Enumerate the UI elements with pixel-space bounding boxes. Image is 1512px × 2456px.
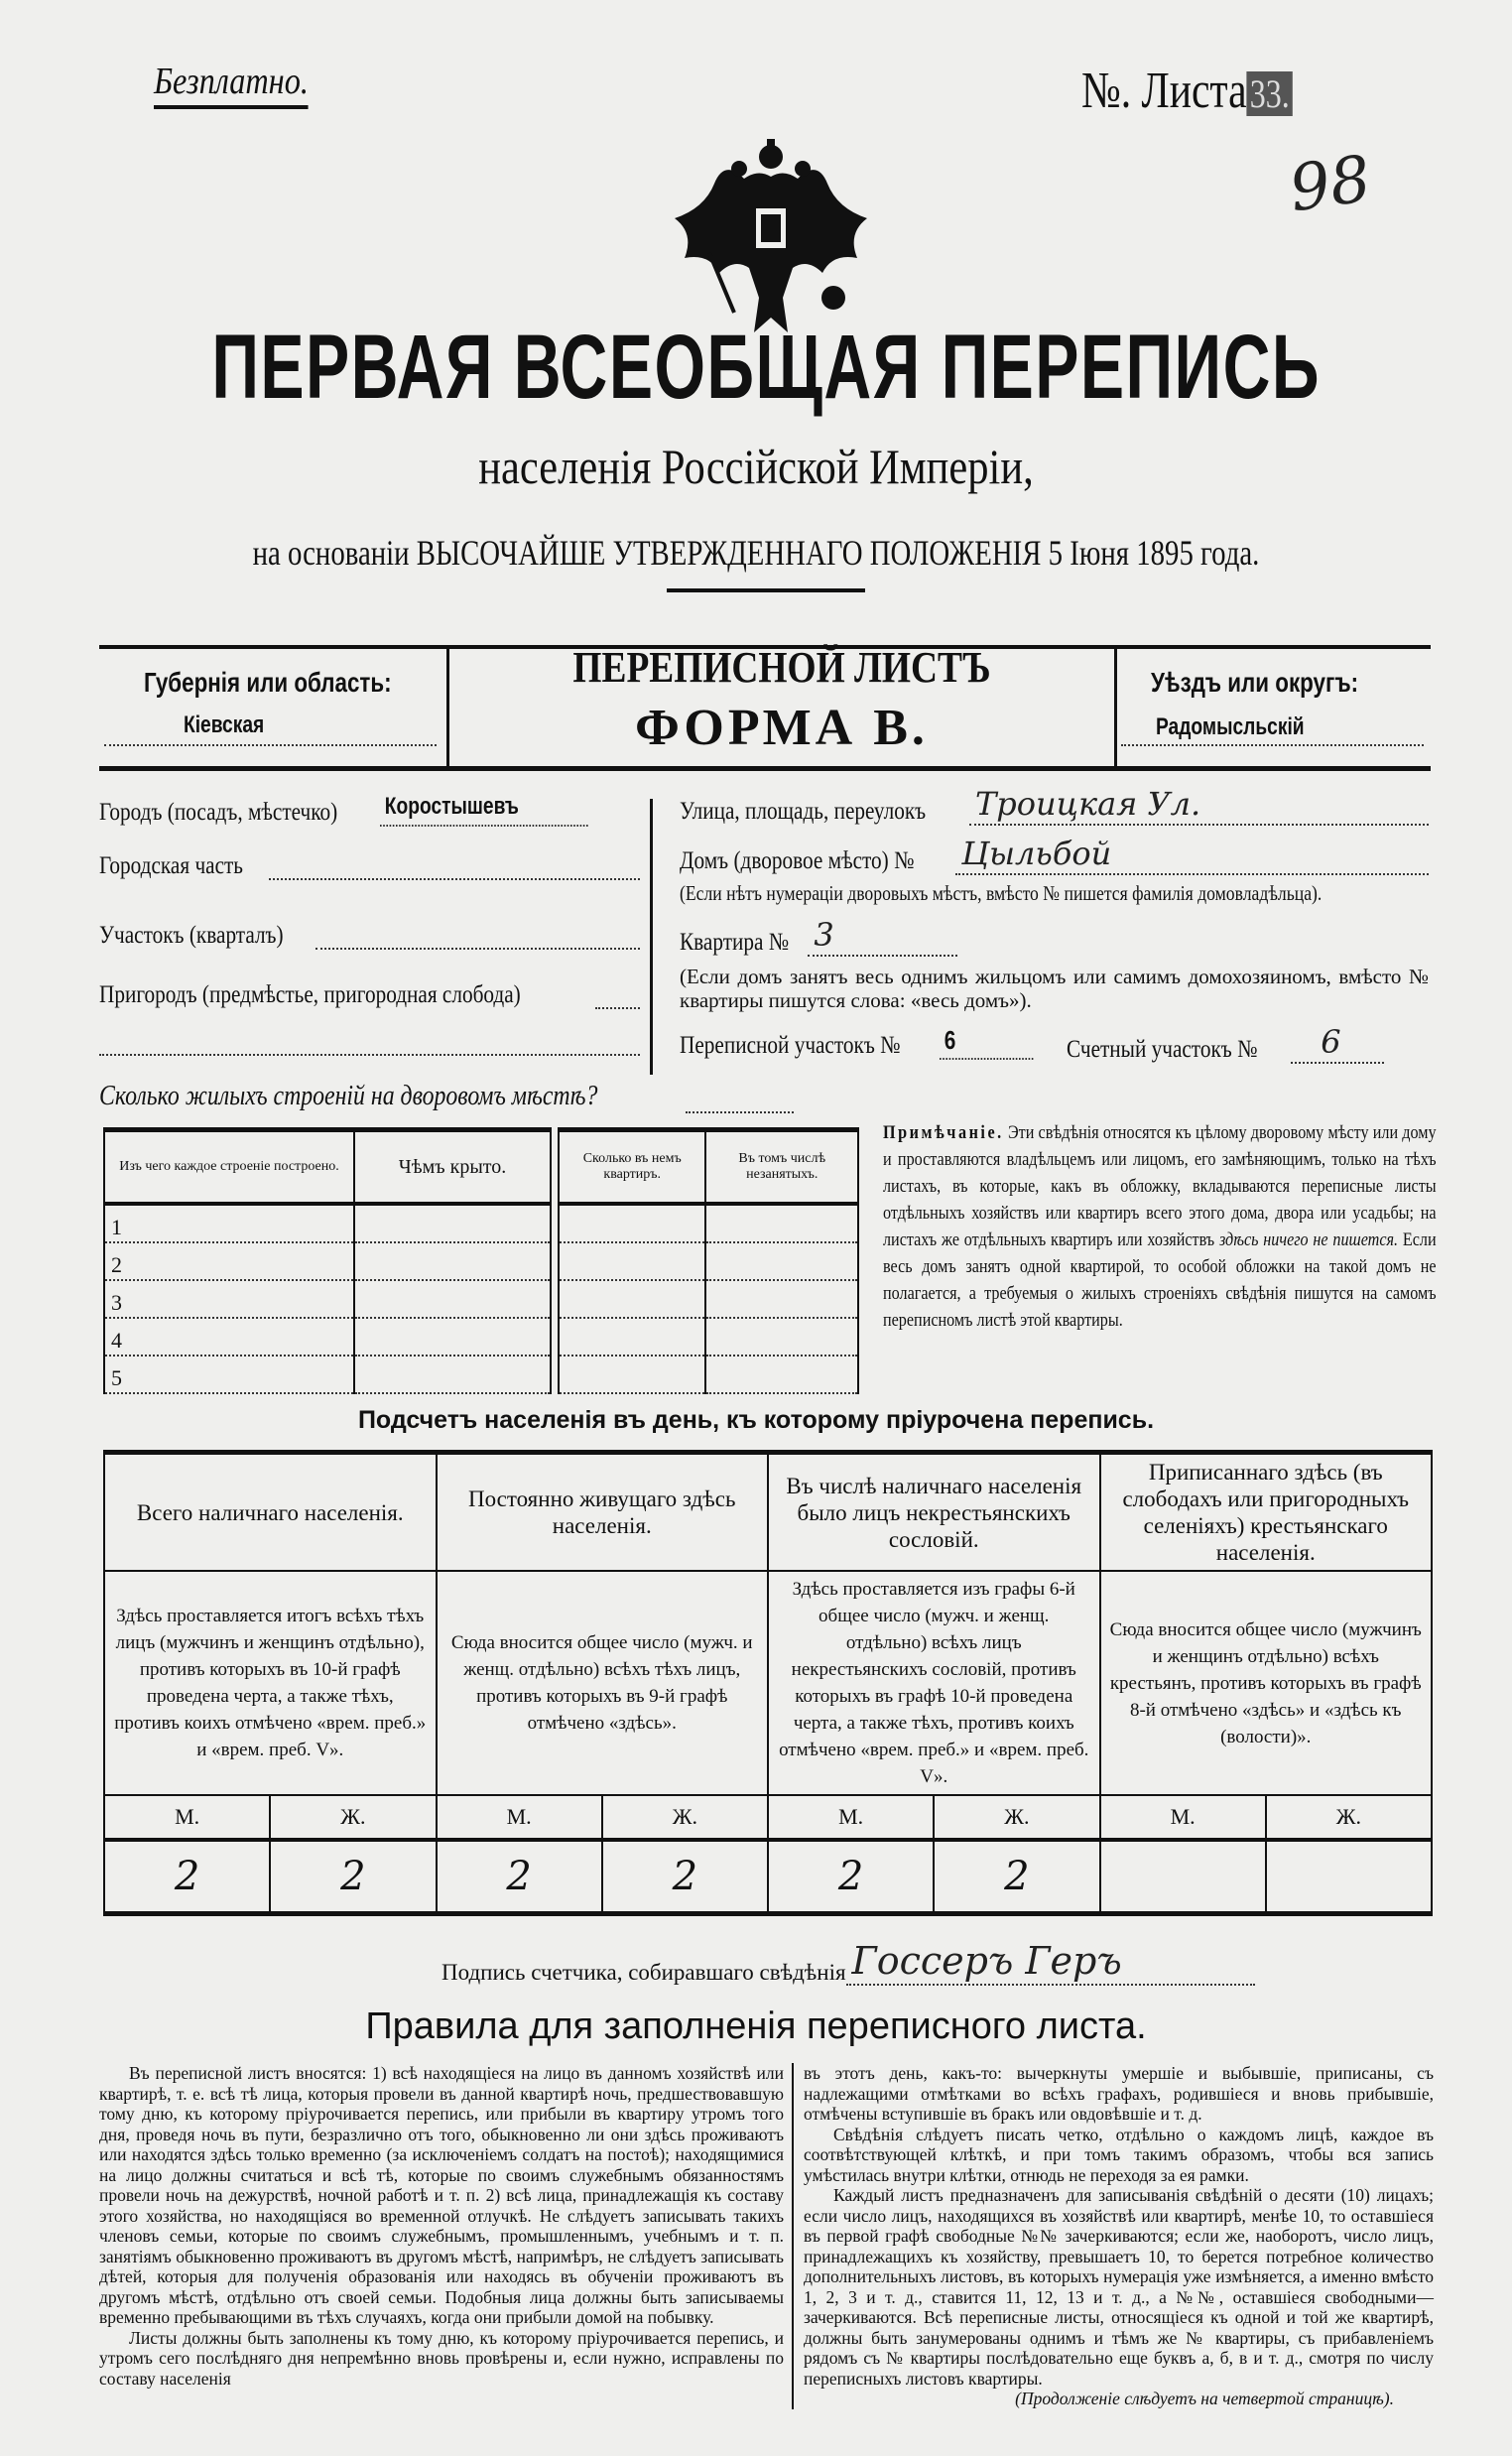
- handwritten-sheet-number: 98: [1285, 142, 1376, 227]
- house-note: (Если нѣтъ нумераціи дворовыхъ мѣстъ, вмѣсто № пишется фамилія домовладѣльца).: [680, 881, 1323, 905]
- cell[interactable]: [559, 1280, 705, 1318]
- suburb-extra-line[interactable]: [99, 1032, 640, 1056]
- table-row[interactable]: [559, 1318, 858, 1356]
- buildings-table-right: [558, 1127, 859, 1394]
- buildings-question: Сколько жилыхъ строеній на дворовомъ мѣстѣ?: [99, 1081, 598, 1111]
- column-title: Всего наличнаго населенія.: [104, 1453, 437, 1572]
- column-header: Сколько въ немъ квартиръ.: [559, 1130, 705, 1205]
- female-header: Ж.: [934, 1795, 1099, 1840]
- uezd-label: Уѣздъ или округъ:: [1151, 667, 1359, 698]
- apartment-note: (Если домъ занятъ весь однимъ жильцомъ или самимъ домохозяиномъ, вмѣсто № квартиры пишутся слова: «весь домъ»).: [680, 965, 1429, 1012]
- rules-paragraph: Каждый листъ предназначенъ для записыванія свѣдѣній о десяти (10) лицахъ; если число лицъ, находящихся въ хозяйствѣ или квартирѣ, менѣе 10, то оставшіеся въ первой графѣ свободные №№ зачеркиваются; если же, наоборотъ, число лицъ, принадлежащихъ къ хозяйству, превышаетъ 10, то берется потребное количество дополнительныхъ листовъ, въ которыхъ нумерація уже измѣняется, а именно вмѣсто 1, 2, 3 и т. д., ставится 11, 12, 13 и т. д., а №№, оставшіеся свободными—зачеркиваются. Всѣ переписные листы, относящіеся къ одной и той же квартирѣ, должны быть занумерованы однимъ и тѣмъ же № квартиры, съ прибавленіемъ рядомъ съ № квартиры послѣдовательно еще буквъ а, б, в и т. д., смотря по числу переписныхъ листовъ квартиры.: [804, 2185, 1434, 2389]
- rules-heading: Правила для заполненія переписного листа.: [365, 2005, 1147, 2047]
- cell[interactable]: [354, 1356, 551, 1393]
- note-title: Примѣчаніе.: [883, 1122, 1004, 1143]
- signature-value: Госсеръ Геръ: [846, 1938, 1255, 1986]
- row-number: 5: [104, 1356, 354, 1393]
- house-value: Цыльбой: [955, 834, 1429, 875]
- guberniya-field[interactable]: [104, 707, 437, 746]
- table-row[interactable]: [559, 1204, 858, 1242]
- female-count[interactable]: [1266, 1840, 1432, 1914]
- city-district-value: [269, 848, 640, 880]
- city-value: Коростышевъ: [380, 789, 588, 827]
- table-row[interactable]: [559, 1242, 858, 1280]
- male-count[interactable]: 2: [104, 1840, 270, 1914]
- vertical-divider: [650, 799, 653, 1075]
- cell[interactable]: [559, 1242, 705, 1280]
- census-district-field[interactable]: [680, 1022, 1057, 1060]
- census-decree-line: на основаніи ВЫСОЧАЙШЕ УТВЕРЖДЕННАГО ПОЛОЖЕНІЯ 5 Іюня 1895 года.: [252, 533, 1260, 573]
- table-row[interactable]: [104, 1280, 551, 1318]
- street-value: Троицкая Ул.: [969, 784, 1429, 826]
- suburb-value: [595, 977, 640, 1009]
- cell[interactable]: [559, 1204, 705, 1242]
- table-row[interactable]: [104, 1204, 551, 1242]
- street-field[interactable]: [680, 784, 1429, 826]
- table-row[interactable]: [104, 1242, 551, 1280]
- rules-paragraph: Свѣдѣнія слѣдуетъ писать четко, отдѣльно о каждомъ лицѣ, каждое въ соотвѣтствующей клѣткѣ, и при томъ такимъ образомъ, чтобы вся запись умѣстилась внутри клѣтки, отнюдь не переходя за ея рамки.: [804, 2124, 1434, 2185]
- table-row[interactable]: [559, 1356, 858, 1393]
- city-district-label: Городская часть: [99, 852, 243, 879]
- rules-right-column: [794, 2063, 1434, 2409]
- cell[interactable]: [705, 1318, 858, 1356]
- row-number: 1: [104, 1204, 354, 1242]
- form-box-divider: [1114, 645, 1117, 770]
- rules-columns: [99, 2063, 1434, 2409]
- note-text: Если весь домъ занятъ одной квартирой, то особой обложки на такой домъ не полагается, а требуемыя о жилыхъ строеніяхъ свѣдѣнія пишутся на самомъ переписномъ листѣ этой квартиры.: [883, 1229, 1437, 1331]
- table-row[interactable]: [104, 1318, 551, 1356]
- row-number: 4: [104, 1318, 354, 1356]
- male-count[interactable]: 2: [768, 1840, 934, 1914]
- sheet-number-label: №. Листа: [1081, 63, 1247, 119]
- column-header: Чѣмъ крыто.: [354, 1130, 551, 1205]
- guberniya-value: Кіевская: [184, 711, 265, 738]
- free-of-charge-label: Безплатно.: [154, 60, 309, 109]
- cell[interactable]: [705, 1356, 858, 1393]
- female-count[interactable]: 2: [934, 1840, 1099, 1914]
- cell[interactable]: [705, 1204, 858, 1242]
- uezd-value: Радомысльскій: [1156, 713, 1305, 740]
- city-district-field[interactable]: [99, 848, 640, 880]
- cell[interactable]: [559, 1318, 705, 1356]
- male-header: М.: [768, 1795, 934, 1840]
- section-label: Участокъ (кварталъ): [99, 922, 284, 949]
- buildings-table-left: [103, 1127, 552, 1394]
- cell[interactable]: [354, 1280, 551, 1318]
- census-district-label: Переписной участокъ №: [680, 1032, 901, 1059]
- male-count[interactable]: [1100, 1840, 1266, 1914]
- note-italic: здѣсь ничего не пишется.: [1218, 1229, 1399, 1250]
- row-number: 2: [104, 1242, 354, 1280]
- table-row[interactable]: [559, 1280, 858, 1318]
- count-district-value: 6: [1291, 1022, 1384, 1064]
- female-count[interactable]: 2: [270, 1840, 436, 1914]
- street-label: Улица, площадь, переулокъ: [680, 798, 927, 825]
- column-header: Въ томъ числѣ незанятыхъ.: [705, 1130, 858, 1205]
- male-count[interactable]: 2: [437, 1840, 602, 1914]
- count-district-field[interactable]: [1067, 1022, 1384, 1064]
- imperial-eagle-emblem: [665, 139, 878, 337]
- column-description: Здѣсь проставляется изъ графы 6-й общее число (мужч. и женщ. отдѣльно) всѣхъ лицъ некрестьянскихъ сословій, противъ которыхъ въ графѣ 10-й проведена черта, а также тѣхъ, противъ коихъ отмѣчено «врем. преб.» и «врем. преб. V».: [768, 1571, 1100, 1795]
- sheet-number-stamp: 33.: [1247, 71, 1293, 116]
- continued-note: (Продолженіе слѣдуетъ на четвертой страницѣ).: [1015, 2389, 1394, 2408]
- census-subtitle: населенія Россійской Имперіи,: [478, 439, 1034, 494]
- rules-left-column: [99, 2063, 794, 2409]
- cell[interactable]: [705, 1242, 858, 1280]
- population-heading: Подсчетъ населенія въ день, къ которому пріурочена перепись.: [357, 1406, 1155, 1434]
- population-table: [103, 1450, 1433, 1916]
- column-description: Здѣсь проставляется итогъ всѣхъ тѣхъ лицъ (мужчинъ и женщинъ отдѣльно), противъ которыхъ въ 10-й графѣ проведена черта, а также тѣхъ, противъ коихъ отмѣчено «врем. преб.» и «врем. преб. V».: [104, 1571, 437, 1795]
- sheet-number: [1081, 62, 1293, 124]
- uezd-field[interactable]: [1121, 707, 1424, 746]
- form-name: ФОРМА В.: [635, 700, 929, 756]
- row-number: 3: [104, 1280, 354, 1318]
- column-title: Приписаннаго здѣсь (въ слободахъ или пригородныхъ селеніяхъ) крестьянскаго населенія.: [1100, 1453, 1433, 1572]
- column-description: Сюда вносится общее число (мужч. и женщ. отдѣльно) всѣхъ тѣхъ лицъ, противъ которыхъ въ 9-й графѣ отмѣчено «здѣсь».: [437, 1571, 769, 1795]
- lower-section: [0, 1404, 1512, 2409]
- note-text: Эти свѣдѣнія относятся къ цѣлому дворовому мѣсту или дому и проставляются владѣльцемъ или лицомъ, его замѣняющимъ, только на тѣхъ листахъ, въ которые, какъ въ обложку, вкладываются переписные листы отдѣльныхъ хозяйствъ или квартиръ всего этого дома, двора или усадьбы; на листахъ же отдѣльныхъ квартиръ или хозяйствъ: [883, 1122, 1437, 1250]
- guberniya-label: Губернія или область:: [144, 667, 392, 698]
- city-label: Городъ (посадъ, мѣстечко): [99, 799, 338, 826]
- male-header: М.: [1100, 1795, 1266, 1840]
- house-label: Домъ (дворовое мѣсто) №: [680, 847, 915, 874]
- buildings-question-value: [686, 1082, 794, 1113]
- cell[interactable]: [354, 1318, 551, 1356]
- note-paragraph: [883, 1119, 1437, 1334]
- cell[interactable]: [705, 1280, 858, 1318]
- apartment-field[interactable]: [680, 915, 957, 957]
- table-row[interactable]: [104, 1356, 551, 1393]
- census-title: ПЕРВАЯ ВСЕОБЩАЯ ПЕРЕПИСЬ: [211, 317, 1321, 418]
- house-field[interactable]: [680, 834, 1429, 875]
- section-field[interactable]: [99, 918, 640, 950]
- column-title: Въ числѣ наличнаго населенія было лицъ некрестьянскихъ сословій.: [768, 1453, 1100, 1572]
- apartment-label: Квартира №: [680, 929, 790, 956]
- cell[interactable]: [559, 1356, 705, 1393]
- census-district-value: 6: [940, 1022, 1034, 1060]
- buildings-question-field[interactable]: [99, 1080, 794, 1113]
- female-header: Ж.: [1266, 1795, 1432, 1840]
- rules-paragraph: Листы должны быть заполнены къ тому дню, къ которому пріурочивается перепись, и утромъ сего послѣдняго дня непремѣнно вновь провѣрены и, если нужно, исправлены по составу населенія: [99, 2327, 784, 2389]
- column-description: Сюда вносится общее число (мужчинъ и женщинъ отдѣльно) всѣхъ крестьянъ, противъ которыхъ въ графѣ 8-й отмѣчено «здѣсь» и «здѣсь къ (волости)».: [1100, 1571, 1433, 1795]
- female-count[interactable]: 2: [602, 1840, 768, 1914]
- signature-label: Подпись счетчика, собиравшаго свѣдѣнія: [441, 1960, 846, 1985]
- divider: [667, 588, 865, 592]
- rules-paragraph: Въ переписной листъ вносятся: 1) всѣ находящіеся на лицо въ данномъ хозяйствѣ или квартирѣ, т. е. всѣ тѣ лица, которыя провели въ данной квартирѣ ночь, предшествовавшую тому дню, къ которому пріурочивается перепись, или прибыли въ квартиру утромъ того дня, проведя ночь въ пути, безразлично отъ того, обыкновенно ли они здѣсь проживаютъ или находятся здѣсь только временно (за исключеніемъ солдатъ на постоѣ); находящимися на лицо должны считаться и всѣ тѣ, которые по своимъ служебнымъ обязанностямъ провели ночь на дежурствѣ, ночной работѣ и т. п. 2) всѣ лица, принадлежащія къ составу этого хозяйства, но находящіяся во временной отлучкѣ. Не слѣдуетъ записывать такихъ членовъ семьи, которые по своимъ служебнымъ, промышленнымъ, учебнымъ и т. п. занятіямъ обыкновенно проживаютъ въ другомъ мѣстѣ, напримѣръ, не слѣдуетъ записывать дѣтей, которыя для полученія образованія или находясь въ обученіи проживаютъ въ другомъ мѣстѣ, отдѣльно отъ своей семьи. Подобныя лица должны быть записываемы временно пребывающими въ тѣхъ случаяхъ, когда они прибыли домой на побывку.: [99, 2063, 784, 2327]
- count-district-label: Счетный участокъ №: [1067, 1036, 1258, 1063]
- cell[interactable]: [354, 1242, 551, 1280]
- rules-paragraph: въ этотъ день, какъ-то: вычеркнуты умершіе и выбывшіе, приписаны, съ надлежащими отмѣтками во всѣхъ графахъ, родившіеся и вновь прибывшіе, отмѣчены вступившіе въ бракъ или овдовѣвшіе и т. д.: [804, 2063, 1434, 2124]
- column-title: Постоянно живущаго здѣсь населенія.: [437, 1453, 769, 1572]
- apartment-value: 3: [808, 915, 957, 957]
- male-header: М.: [104, 1795, 270, 1840]
- section-value: [315, 918, 640, 950]
- signature-field[interactable]: [441, 1938, 1255, 1986]
- form-title: ПЕРЕПИСНОЙ ЛИСТЪ: [572, 643, 991, 692]
- cell[interactable]: [354, 1204, 551, 1242]
- female-header: Ж.: [602, 1795, 768, 1840]
- column-header: Изъ чего каждое строеніе построено.: [104, 1130, 354, 1205]
- male-header: М.: [437, 1795, 602, 1840]
- suburb-field[interactable]: [99, 977, 640, 1009]
- suburb-label: Пригородъ (предмѣстье, пригородная слобода): [99, 981, 521, 1008]
- form-box-bottom-rule: [99, 766, 1431, 771]
- city-field[interactable]: [99, 789, 640, 827]
- female-header: Ж.: [270, 1795, 436, 1840]
